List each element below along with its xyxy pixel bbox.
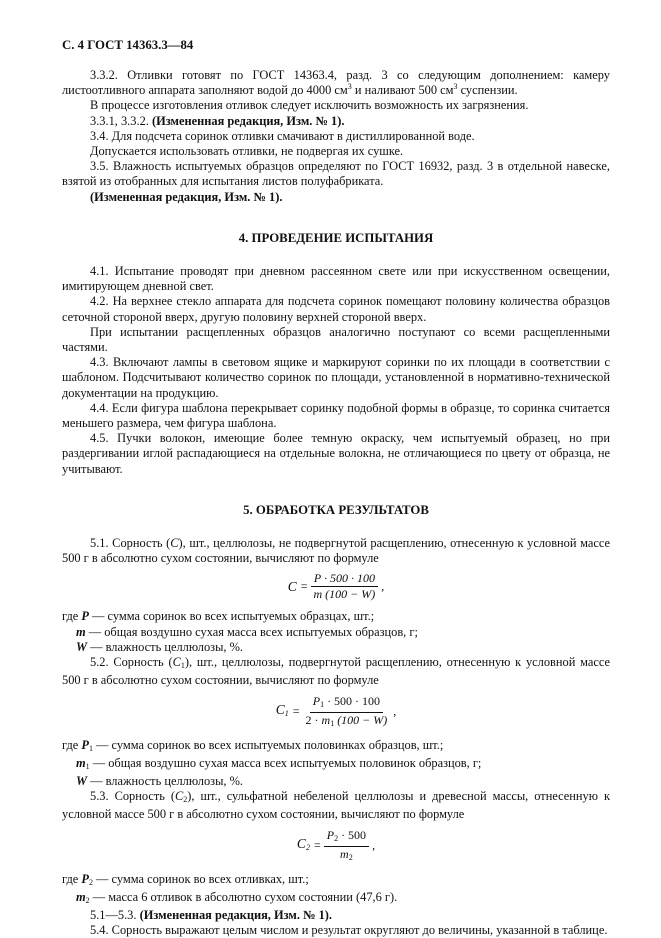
denominator: $2 \cdot m_1$ (100 − W) xyxy=(305,712,388,728)
page-header: С. 4 ГОСТ 14363.3—84 xyxy=(62,38,194,52)
paragraph-4-5: 4.5. Пучки волокон, имеющие более темную окраску, чем испытуемый образец, но при раздергивании иглой распадающиеся на отдельные волокна, не отличающиеся по цвету от образца, не учитывают. xyxy=(62,431,610,476)
legend-item: где P — сумма соринок во всех испытуемых образцах, шт.; xyxy=(62,609,375,624)
paragraph-4-2-note: При испытании расщепленных образцов аналогично поступают со всеми расщепленными частями. xyxy=(62,324,610,355)
section-heading: 5. ОБРАБОТКА РЕЗУЛЬТАТОВ xyxy=(243,502,429,517)
legend-item: где $P_2$ — сумма соринок во всех отливках, шт.; xyxy=(62,871,309,887)
legend-item: $m_2$ — масса 6 отливок в абсолютно сухом состоянии (47,6 г). xyxy=(76,889,398,905)
legend-item: $m_1$ — общая воздушно сухая масса всех испытуемых половинок образцов, г; xyxy=(76,755,482,771)
paragraph-4-2: 4.2. На верхнее стекло аппарата для подсчета соринок помещают половину количества образцов сеточной стороной вверх, другую половину верхней стороной вверх. xyxy=(62,294,610,324)
paragraph-4-4: 4.4. Если фигура шаблона перекрывает соринку подобной формы в образце, то соринка считается меньшего размера, чем фигура шаблона. xyxy=(62,400,610,431)
fraction xyxy=(303,695,391,730)
variable-legend xyxy=(62,738,610,790)
document-body xyxy=(62,68,610,938)
variable-legend xyxy=(62,872,610,908)
paragraph-3-3-2: 3.3.2. Отливки готовят по ГОСТ 14363.4, разд. 3 со следующим дополнением: камеру листоотливного аппарата заполняют водой до 4000 $см^3$ и наливают 500 $см^3$ суспензии. xyxy=(62,68,610,98)
fraction xyxy=(311,572,379,601)
paragraph-4-1: 4.1. Испытание проводят при дневном рассеянном свете или при искусственном освещении, имитирующем дневной свет. xyxy=(62,264,610,294)
variable-legend xyxy=(62,609,610,655)
amendment-note: (Измененная редакция, Изм. № 1). xyxy=(90,189,283,204)
legend-item: W — влажность целлюлозы, %. xyxy=(76,773,244,788)
section-heading: 4. ПРОВЕДЕНИЕ ИСПЫТАНИЯ xyxy=(238,230,434,245)
formula-c2: $C_2$ = $\frac{P_2 \cdot 500}{m_2}$ , xyxy=(296,827,376,862)
numerator: $P_1 \cdot 500 \cdot 100$ xyxy=(310,695,383,713)
paragraph-5-4: 5.4. Сорность выражают целым числом и результат округляют до величины, указанной в таблице. xyxy=(90,923,608,938)
amendment-note: 3.3.1, 3.3.2. (Измененная редакция, Изм. № 1). xyxy=(90,113,345,128)
denominator: $m_2$ xyxy=(340,846,353,862)
fraction xyxy=(324,829,369,864)
formula-c1: $C_1$ = $\frac{P_1 \cdot 500 \cdot 100}{2 \cdot m_1 (100 - W)}$ , xyxy=(275,693,397,728)
legend-item: где $P_1$ — сумма соринок во всех испытуемых половинках образцов, шт.; xyxy=(62,737,444,753)
amendment-note: 5.1—5.3. (Измененная редакция, Изм. № 1). xyxy=(90,907,333,922)
paragraph-5-2: 5.2. Сорность $(C_1)$, шт., целлюлозы, подвергнутой расщеплению, отнесенную к условной массе 500 г в абсолютно сухом состоянии, вычисляют по формуле xyxy=(62,655,610,688)
paragraph-3-5: 3.5. Влажность испытуемых образцов определяют по ГОСТ 16932, разд. 3 в отдельной навеске, взятой из отобранных для испытания листов полуфабриката. xyxy=(62,159,610,189)
paragraph-contamination: В процессе изготовления отливок следует исключить возможность их загрязнения. xyxy=(90,98,529,113)
paragraph-4-3: 4.3. Включают лампы в световом ящике и маркируют соринки по их площади в соответствии с шаблоном. Подсчитывают количество соринок по площади, установленной в нормативно-технической документации на продукцию. xyxy=(62,355,610,400)
paragraph-5-1: 5.1. Сорность (C), шт., целлюлозы, не подвергнутой расщеплению, отнесенную к условной массе 500 г в абсолютно сухом состоянии, вычисляют по формуле xyxy=(62,536,610,566)
legend-item: W — влажность целлюлозы, %. xyxy=(76,639,244,654)
numerator: P · 500 · 100 xyxy=(311,572,378,587)
formula-c: C = $\frac{P \cdot 500 \cdot 100}{m (100 - W)}$ , xyxy=(287,571,385,602)
paragraph-3-4: 3.4. Для подсчета соринок отливки смачивают в дистиллированной воде. xyxy=(90,128,475,143)
legend-item: m — общая воздушно сухая масса всех испытуемых образцов, г; xyxy=(76,624,418,639)
paragraph-5-3: 5.3. Сорность $(C_2)$, шт., сульфатной небеленой целлюлозы и древесной массы, отнесенную к условной массе 500 г в абсолютно сухом состоянии, вычисляют по формуле xyxy=(62,789,611,822)
numerator: $P_2 \cdot 500$ xyxy=(324,829,369,847)
paragraph-3-4-note: Допускается использовать отливки, не подвергая их сушке. xyxy=(90,144,404,159)
denominator: m (100 − W) xyxy=(313,587,376,602)
